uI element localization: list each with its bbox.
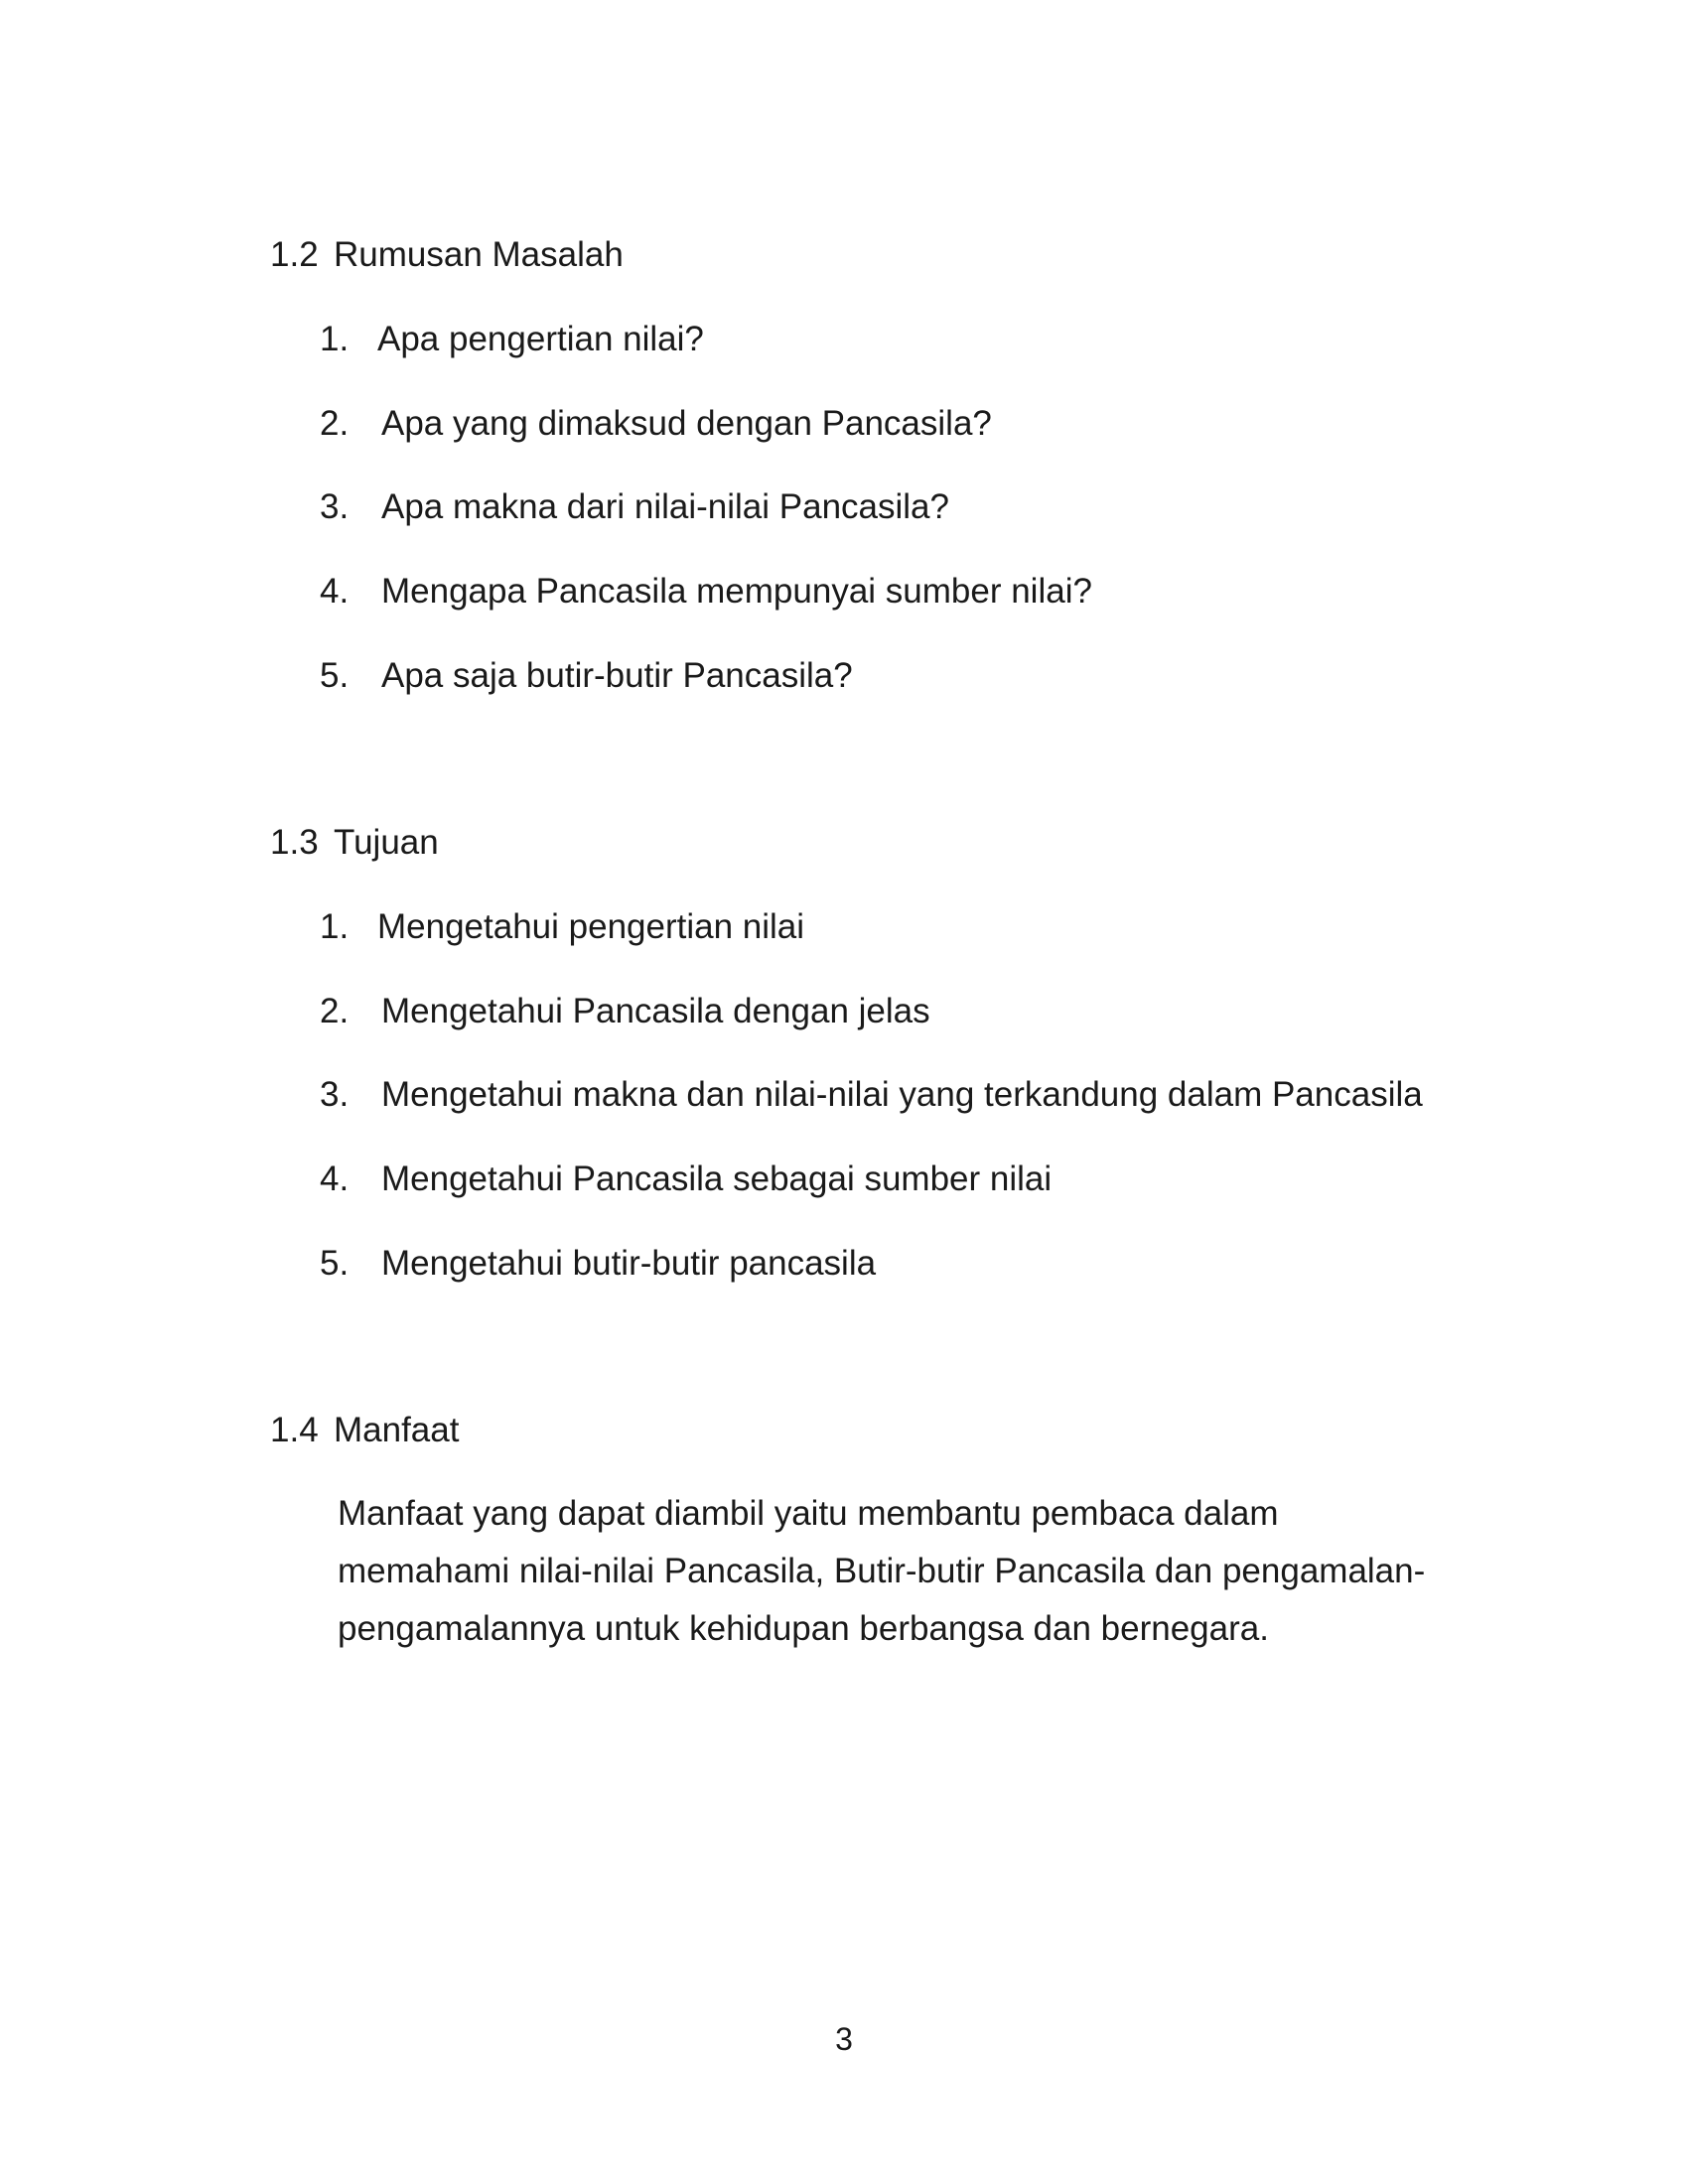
list-text: Mengetahui Pancasila sebagai sumber nilai (381, 1160, 1053, 1198)
list-marker: 4. (320, 1160, 350, 1198)
section-heading (270, 1410, 459, 1451)
list-text: Apa saja butir-butir Pancasila? (381, 656, 853, 695)
list-text: Mengetahui butir-butir pancasila (381, 1244, 877, 1283)
list-item (320, 571, 1092, 613)
list-item (320, 403, 992, 445)
list-item (320, 319, 704, 360)
list-item (320, 1074, 1423, 1116)
list-text: Apa yang dimaksud dengan Pancasila? (381, 404, 992, 443)
list-item (320, 486, 949, 528)
section-paragraph (338, 1485, 1450, 1658)
list-item (320, 991, 930, 1032)
list-marker: 2. (320, 404, 350, 443)
list-text: Apa makna dari nilai-nilai Pancasila? (381, 487, 949, 526)
list-marker: 5. (320, 1244, 350, 1283)
section-number: 1.4 (270, 1411, 319, 1449)
section-heading (270, 234, 624, 276)
list-item (320, 906, 804, 948)
list-item (320, 655, 853, 697)
list-marker: 3. (320, 487, 350, 526)
section-title: Manfaat (334, 1411, 460, 1449)
list-text: Mengapa Pancasila mempunyai sumber nilai? (381, 572, 1092, 611)
list-marker: 1. (320, 907, 350, 946)
list-marker: 4. (320, 572, 350, 611)
list-marker: 5. (320, 656, 350, 695)
section-number: 1.3 (270, 823, 319, 862)
paragraph-line: memahami nilai-nilai Pancasila, Butir-butir Pancasila dan pengamalan- (338, 1552, 1426, 1590)
section-title: Rumusan Masalah (334, 235, 624, 274)
section-heading (270, 822, 439, 864)
list-text: Apa pengertian nilai? (377, 320, 704, 358)
list-item (320, 1243, 876, 1285)
list-marker: 3. (320, 1075, 350, 1114)
page-number: 3 (835, 2021, 853, 2057)
list-marker: 1. (320, 320, 350, 358)
section-title: Tujuan (334, 823, 439, 862)
list-marker: 2. (320, 992, 350, 1030)
list-text: Mengetahui pengertian nilai (377, 907, 805, 946)
list-item (320, 1159, 1052, 1200)
list-text: Mengetahui makna dan nilai-nilai yang terkandung dalam Pancasila (381, 1075, 1423, 1114)
paragraph-line: Manfaat yang dapat diambil yaitu membantu pembaca dalam (338, 1494, 1279, 1533)
section-number: 1.2 (270, 235, 319, 274)
paragraph-line: pengamalannya untuk kehidupan berbangsa dan bernegara. (338, 1609, 1269, 1648)
list-text: Mengetahui Pancasila dengan jelas (381, 992, 930, 1030)
